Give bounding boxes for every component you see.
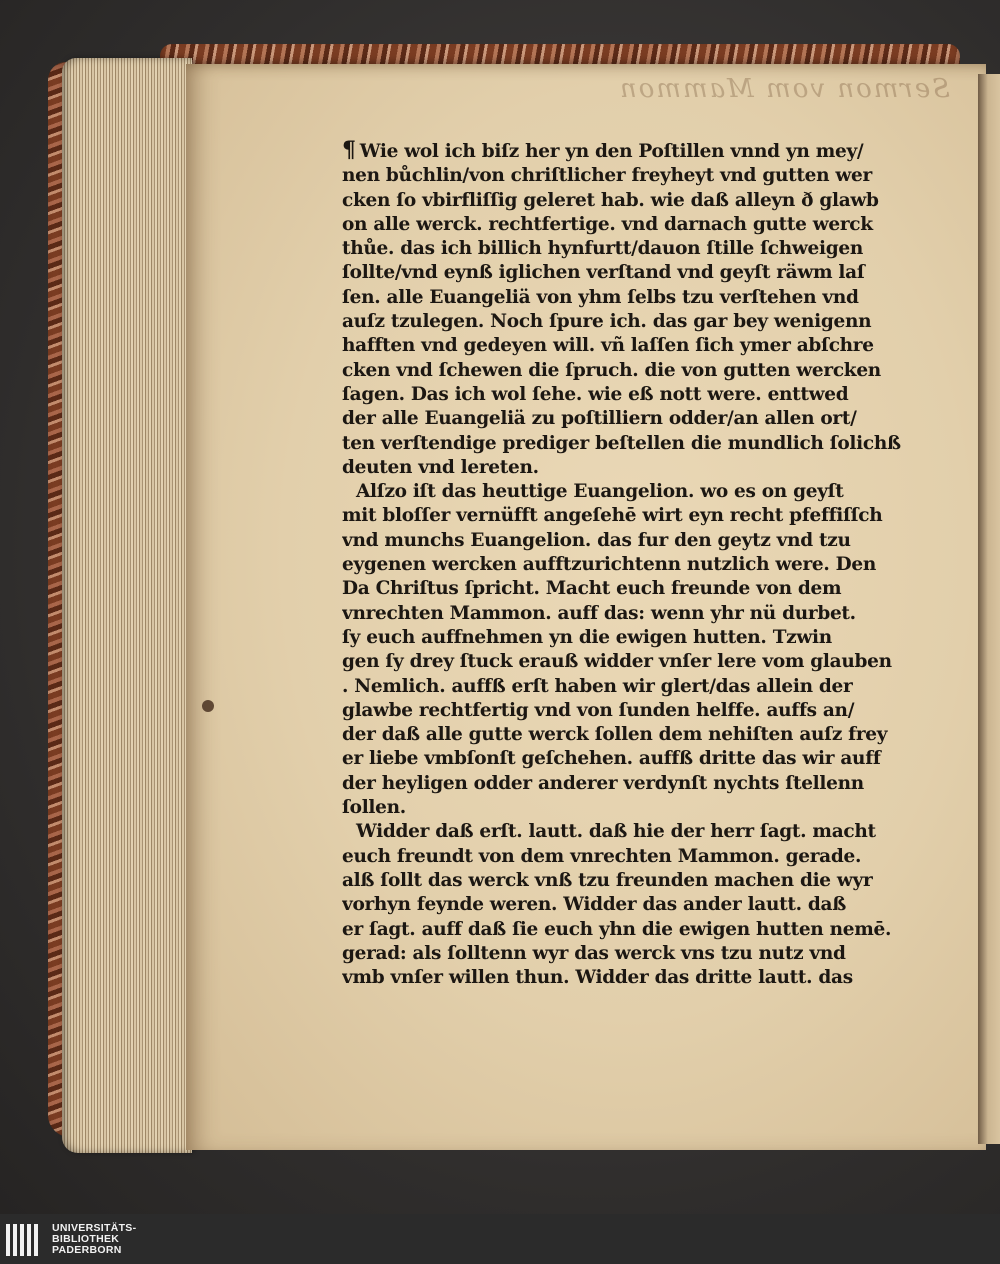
text-line: cken vnd ſchewen die ſpruch. die von gutten wercken — [342, 359, 881, 381]
text-line: Alſzo iſt das heuttige Euangelion. wo es on geyſt — [356, 481, 844, 503]
text-line: gen ſy drey ſtuck erauß widder vnſer lere vom glauben — [342, 651, 892, 673]
text-line: euch freundt von dem vnrechten Mammon. gerade. — [342, 845, 862, 867]
text-line: vnd munchs Euangelion. das fur den geytz vnd tzu — [342, 529, 851, 551]
library-name-line: UNIVERSITÄTS- — [52, 1222, 137, 1234]
library-name-line: PADERBORN — [52, 1244, 122, 1256]
library-name-line: BIBLIOTHEK — [52, 1233, 120, 1245]
facing-page-edge — [978, 74, 1000, 1144]
text-line: vmb vnſer willen thun. Widder das dritte lautt. das — [342, 967, 853, 989]
text-line: eygenen wercken aufftzurichtenn nutzlich were. Den — [342, 554, 877, 576]
text-line: vorhyn feynde weren. Widder das ander lautt. daß — [342, 894, 846, 916]
library-footer — [0, 1214, 1000, 1264]
text-line: thůe. das ich billich hynfurtt/dauon ſtille ſchweigen — [342, 238, 863, 260]
text-line: der alle Euangeliä zu poſtilliern odder/an allen ort/ — [342, 408, 857, 430]
text-line: der daß alle gutte werck ſollen dem nehiſten auſz frey — [342, 724, 888, 746]
text-line: ſen. alle Euangeliä von yhm ſelbs tzu verſtehen vnd — [342, 286, 859, 308]
text-line: auſz tzulegen. Noch ſpure ich. das gar bey wenigenn — [342, 311, 872, 333]
text-line: deuten vnd lereten. — [342, 456, 539, 478]
pilcrow-icon: ¶ — [342, 138, 356, 163]
text-line: hafften vnd gedeyen will. vñ laſſen ſich ymer abſchre — [342, 335, 874, 357]
text-line: er liebe vmbſonſt geſchehen. auffß dritte das wir auff — [342, 748, 881, 770]
text-line: ten verſtendige prediger beſtellen die mundlich ſolichß — [342, 432, 901, 454]
text-line: cken ſo vbirfliſſig geleret hab. wie daß alleyn ð glawb — [342, 189, 879, 211]
text-line: er ſagt. auff daß ſie euch yhn die ewigen hutten nemē. — [342, 918, 892, 940]
text-line: vnrechten Mammon. auff das: wenn yhr nü durbet. — [342, 602, 856, 624]
page-stain — [202, 700, 214, 712]
text-line: ¶ Wie wol ich biſz her yn den Poſtillen vnnd yn mey/ — [342, 138, 864, 163]
page-block-edges — [62, 58, 192, 1153]
page-text-block — [342, 138, 922, 990]
text-line: der heyligen odder anderer verdynſt nychts ſtellenn — [342, 772, 864, 794]
text-line: mit bloſſer vernüfft angeſehē wirt eyn recht pfeffiſſch — [342, 505, 883, 527]
text-line: ſollen. — [342, 797, 406, 819]
text-line: ſy euch auffnehmen yn die ewigen hutten. Tzwin — [342, 626, 832, 648]
faint-inscription: Sermon vom Mammon — [617, 74, 950, 104]
text-line: Widder daß erſt. lautt. daß hie der herr ſagt. macht — [356, 821, 876, 843]
library-logo-icon — [6, 1224, 40, 1256]
text-line: glawbe rechtfertig vnd von ſunden helffe. auffs an/ — [342, 699, 855, 721]
text-line: gerad: als ſolltenn wyr das werck vns tzu nutz vnd — [342, 942, 846, 964]
text-line: . Nemlich. auffß erſt haben wir glert/das allein der — [342, 675, 853, 697]
text-line: on alle werck. rechtfertige. vnd darnach gutte werck — [342, 213, 873, 235]
text-line: ſagen. Das ich wol ſehe. wie eß nott were. enttwed — [342, 383, 849, 405]
library-name — [52, 1223, 136, 1256]
text-line: nen bůchlin/von chriſtlicher freyheyt vnd gutten wer — [342, 165, 872, 187]
text-line: ſollte/vnd eynß iglichen verſtand vnd geyſt räwm laſ — [342, 262, 865, 284]
text-line: alß ſollt das werck vnß tzu freunden machen die wyr — [342, 869, 873, 891]
text-line: Da Chriſtus ſpricht. Macht euch freunde von dem — [342, 578, 842, 600]
